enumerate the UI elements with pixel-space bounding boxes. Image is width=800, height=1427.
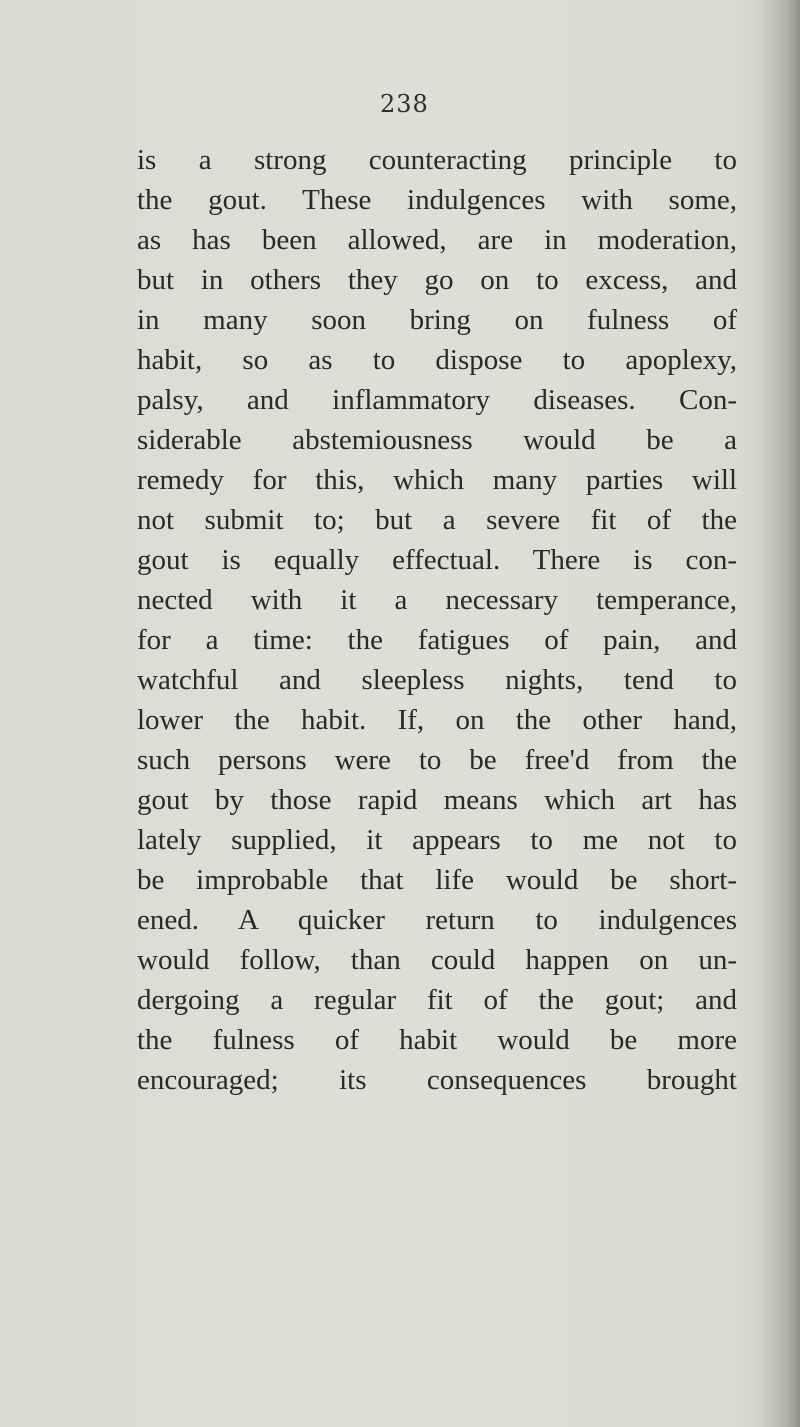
text-line: palsy, and inflammatory diseases. Con- <box>137 384 737 416</box>
text-line: would follow, than could happen on un- <box>137 944 737 976</box>
page-number: 238 <box>380 90 429 118</box>
text-line: gout is equally effectual. There is con- <box>137 544 737 576</box>
text-line: is a strong counteracting principle to <box>137 144 737 176</box>
text-line: gout by those rapid means which art has <box>137 784 737 816</box>
text-line: remedy for this, which many parties will <box>137 464 737 496</box>
text-line: watchful and sleepless nights, tend to <box>137 664 737 696</box>
body-text <box>137 140 737 1100</box>
text-line: lower the habit. If, on the other hand, <box>137 704 737 736</box>
text-line: be improbable that life would be short- <box>137 864 737 896</box>
text-line: as has been allowed, are in moderation, <box>137 224 737 256</box>
text-line: for a time: the fatigues of pain, and <box>137 624 737 656</box>
text-line: the gout. These indulgences with some, <box>137 184 737 216</box>
text-line: nected with it a necessary temperance, <box>137 584 737 616</box>
text-line: lately supplied, it appears to me not to <box>137 824 737 856</box>
text-line: such persons were to be free'd from the <box>137 744 737 776</box>
text-line: siderable abstemiousness would be a <box>137 424 737 456</box>
text-line: not submit to; but a severe fit of the <box>137 504 737 536</box>
text-line: habit, so as to dispose to apoplexy, <box>137 344 737 376</box>
text-line: in many soon bring on fulness of <box>137 304 737 336</box>
page-edge-shadow <box>760 0 800 1427</box>
text-line: ened. A quicker return to indulgences <box>137 904 737 936</box>
text-line: encouraged; its consequences brought <box>137 1064 737 1096</box>
text-line: dergoing a regular fit of the gout; and <box>137 984 737 1016</box>
text-line: the fulness of habit would be more <box>137 1024 737 1056</box>
text-line: but in others they go on to excess, and <box>137 264 737 296</box>
